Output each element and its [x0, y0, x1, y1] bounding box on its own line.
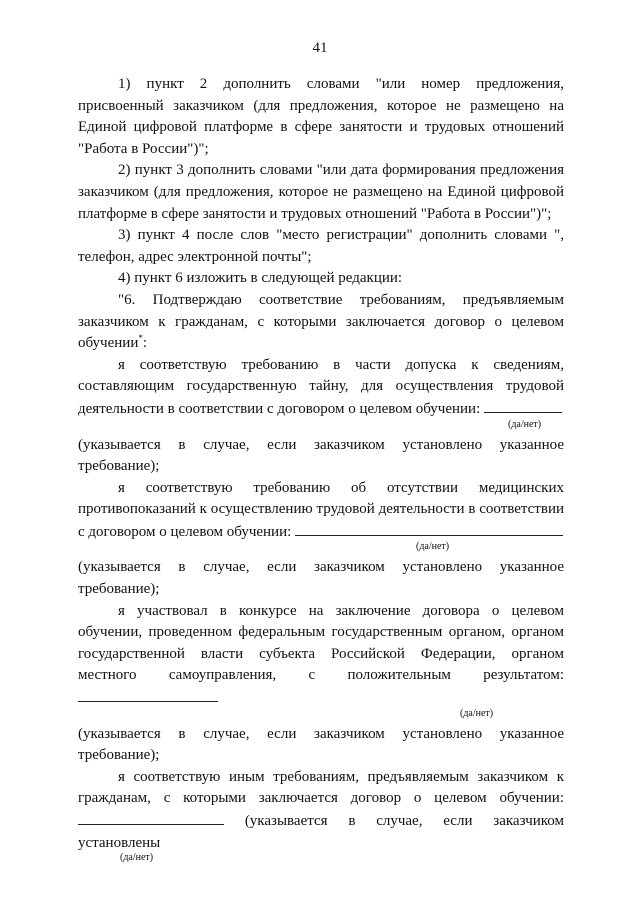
- point-6-intro: [78, 290, 564, 355]
- point-6-intro-end: :: [142, 335, 148, 352]
- list-item: 4) пункт 6 изложить в следующей редакции:: [118, 270, 403, 287]
- requirement-note: (указывается в случае, если заказчиком установлено указанное требование);: [78, 559, 564, 598]
- answer-hint: (да/нет): [508, 418, 542, 430]
- requirement-contest: [78, 601, 564, 710]
- answer-blank[interactable]: [484, 398, 562, 413]
- list-item: 3) пункт 4 после слов "место регистрации" дополнить словами ", телефон, адрес электронной почты";: [78, 227, 564, 265]
- answer-blank[interactable]: [78, 810, 224, 825]
- requirement-text: я соответствую требованию в части допуска к сведениям, составляющим государственную тайну, для осуществления трудовой деятельности в соответствии с договором о целевом обучении:: [78, 356, 564, 417]
- requirement-note: (указывается в случае, если заказчиком установлено указанное требование);: [78, 436, 564, 475]
- answer-hint: (да/нет): [120, 852, 154, 864]
- requirement-other: [78, 767, 564, 854]
- requirement-note-start: (указывается в случае, если заказчиком установлены: [78, 813, 565, 851]
- list-item: 1) пункт 2 дополнить словами "или номер предложения, присвоенный заказчиком (для предложения, которое не размещено на Единой цифровой платформе в сфере занятости и трудовых отношений "Работа в России")";: [78, 76, 564, 157]
- requirement-medical: [78, 478, 564, 544]
- answer-blank[interactable]: [295, 521, 563, 536]
- answer-hint: (да/нет): [460, 707, 494, 719]
- point-6-intro-text: "6. Подтверждаю соответствие требованиям, предъявляемым заказчиком к гражданам, с которыми заключается договор о целевом обучении: [78, 291, 564, 352]
- requirement-text: я соответствую иным требованиям, предъявляемым заказчиком к гражданам, с которыми заключается договор о целевом обучении:: [78, 768, 564, 807]
- requirement-note: (указывается в случае, если заказчиком установлено указанное требование);: [78, 725, 564, 764]
- requirement-text: я соответствую требованию об отсутствии медицинских противопоказаний к осуществлению трудовой деятельности в соответствии с договором о целевом обучении:: [78, 479, 564, 540]
- page-number: 41: [312, 40, 328, 56]
- requirement-state-secret: [78, 355, 564, 421]
- answer-hint: (да/нет): [416, 541, 450, 553]
- list-item: 2) пункт 3 дополнить словами "или дата формирования предложения заказчиком (для предложения, которое не размещено на Единой цифровой платформе в сфере занятости и трудовых отношений "Работа в России")";: [78, 162, 564, 222]
- document-body: [78, 74, 564, 868]
- answer-blank[interactable]: [78, 687, 218, 702]
- footnote-mark: *: [138, 333, 143, 344]
- requirement-text: я участвовал в конкурсе на заключение договора о целевом обучении, проведенном федеральным государственным органом, органом государственной власти субъекта Российской Федерации, органом местного самоуправления, с положительным результатом:: [78, 602, 564, 684]
